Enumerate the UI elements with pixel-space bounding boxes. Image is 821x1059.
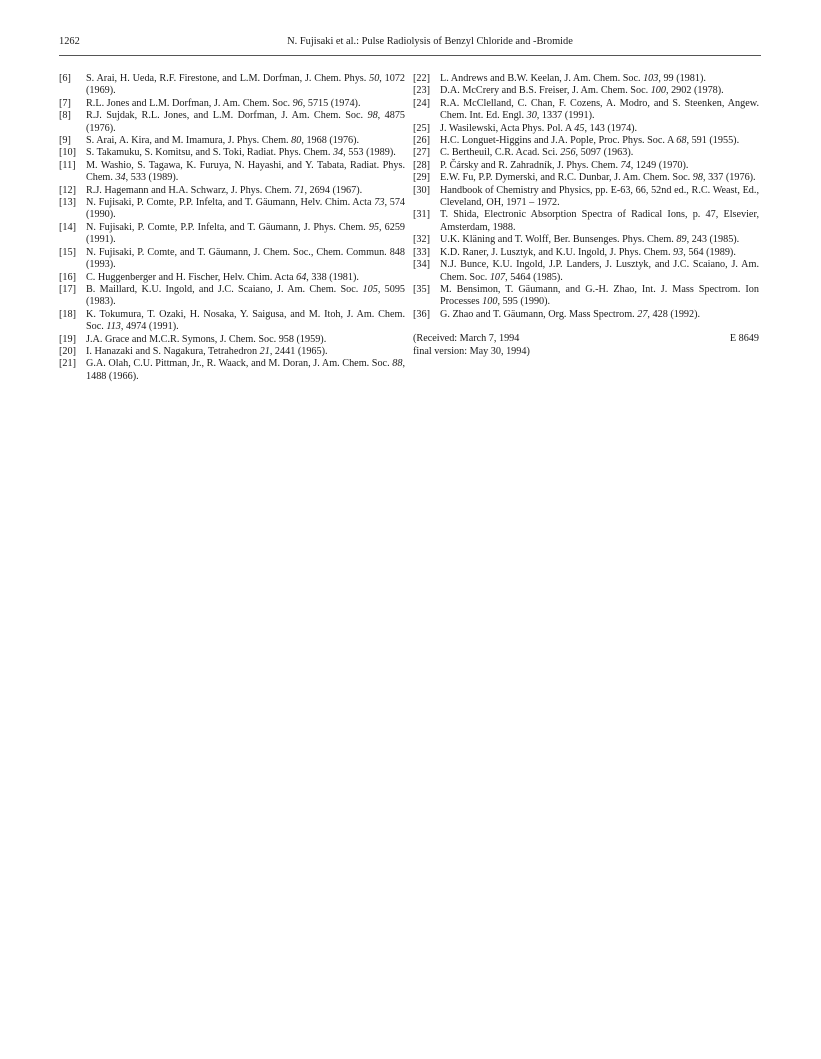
reference-item: [59, 185, 405, 197]
reference-item: [413, 172, 759, 184]
received-date: (Received: March 7, 1994: [413, 333, 520, 345]
reference-item: [59, 309, 405, 334]
reference-number: [10]: [59, 147, 76, 159]
reference-text: , 5095 (1983).: [86, 283, 406, 308]
reference-item: [59, 135, 405, 147]
reference-item: [413, 73, 759, 85]
reference-volume: 80: [291, 135, 302, 147]
reference-volume: 107: [489, 271, 506, 283]
reference-text: G. Zhao and T. Gäumann, Org. Mass Spectrom.: [440, 308, 638, 320]
reference-text: N. Fujisaki, P. Comte, and T. Gäumann, J. Chem. Soc., Chem. Commun. 848 (1993).: [86, 246, 405, 271]
reference-text: , 4875 (1976).: [86, 110, 406, 134]
reference-text: , 1249 (1970).: [630, 159, 689, 171]
reference-volume: 105: [362, 283, 378, 295]
reference-text: , 143 (1974).: [584, 122, 638, 134]
reference-text: , 1968 (1976).: [301, 135, 360, 147]
reference-number: [31]: [413, 209, 430, 221]
reference-text: E.W. Fu, P.P. Dymerski, and R.C. Dunbar, J. Am. Chem. Soc.: [440, 172, 693, 184]
reference-text: , 2694 (1967).: [304, 184, 363, 196]
reference-item: [413, 135, 759, 147]
reference-volume: 30: [526, 110, 537, 122]
final-version-date: final version: May 30, 1994): [413, 345, 530, 357]
reference-volume: 100: [650, 85, 666, 97]
reference-text: , 338 (1981).: [306, 271, 359, 283]
reference-number: [25]: [413, 122, 430, 134]
reference-text: , 2902 (1978).: [665, 85, 724, 97]
reference-number: [19]: [59, 333, 76, 345]
reference-item: [59, 222, 405, 247]
reference-item: [59, 160, 405, 185]
reference-number: [29]: [413, 172, 430, 184]
reference-text: S. Takamuku, S. Komitsu, and S. Toki, Radiat. Phys. Chem.: [86, 147, 333, 159]
reference-number: [26]: [413, 135, 430, 147]
reference-number: [18]: [59, 308, 76, 320]
reference-text: , 99 (1981).: [658, 73, 706, 84]
reference-item: [413, 247, 759, 259]
reference-text: C. Huggenberger and H. Fischer, Helv. Chim. Acta: [86, 271, 297, 283]
reference-text: I. Hanazaki and S. Nagakura, Tetrahedron: [86, 345, 260, 357]
reference-number: [23]: [413, 85, 430, 97]
reference-item: [59, 334, 405, 346]
reference-text: , 553 (1989).: [343, 147, 396, 159]
reference-text: P. Čársky and R. Zahradník, J. Phys. Chem.: [440, 159, 621, 171]
reference-number: [30]: [413, 184, 430, 196]
reference-number: [15]: [59, 246, 76, 258]
reference-volume: 88: [392, 358, 403, 370]
page-number: 1262: [59, 36, 80, 47]
reference-text: , 5097 (1963).: [575, 147, 634, 159]
reference-text: , 1337 (1991).: [536, 110, 595, 122]
reference-text: J. Wasilewski, Acta Phys. Pol. A: [440, 122, 575, 134]
running-header: [59, 36, 761, 52]
reference-volume: 34: [115, 172, 126, 184]
reference-number: [34]: [413, 259, 430, 271]
reference-number: [32]: [413, 234, 430, 246]
reference-volume: 100: [482, 296, 498, 308]
reference-number: [12]: [59, 184, 76, 196]
reference-number: [14]: [59, 221, 76, 233]
reference-text: G.A. Olah, C.U. Pittman, Jr., R. Waack, and M. Doran, J. Am. Chem. Soc.: [86, 358, 393, 370]
reference-volume: 68: [676, 135, 687, 147]
references-left-column: [59, 73, 405, 383]
reference-text: K.D. Raner, J. Lusztyk, and K.U. Ingold, J. Phys. Chem.: [440, 246, 674, 258]
reference-text: L. Andrews and B.W. Keelan, J. Am. Chem. Soc.: [440, 73, 644, 84]
reference-text: R.L. Jones and L.M. Dorfman, J. Am. Chem. Soc.: [86, 97, 293, 109]
reference-number: [35]: [413, 283, 430, 295]
reference-item: [413, 309, 759, 321]
reference-volume: 74: [620, 159, 631, 171]
reference-number: [33]: [413, 246, 430, 258]
reference-item: [59, 284, 405, 309]
reference-text: , 564 (1989).: [683, 246, 736, 258]
reference-text: , 1072 (1969).: [86, 73, 406, 97]
reference-item: [59, 110, 405, 135]
reference-item: [413, 98, 759, 123]
reference-item: [413, 85, 759, 97]
running-title: N. Fujisaki et al.: Pulse Radiolysis of Benzyl Chloride and -Bromide: [287, 36, 573, 47]
reference-number: [22]: [413, 73, 430, 84]
reference-text: , 574 (1990).: [86, 197, 406, 221]
reference-number: [17]: [59, 283, 76, 295]
reference-text: N. Fujisaki, P. Comte, P.P. Infelta, and T. Gäumann, J. Phys. Chem.: [86, 221, 369, 233]
reference-text: R.J. Hagemann and H.A. Schwarz, J. Phys. Chem.: [86, 184, 295, 196]
reference-item: [59, 147, 405, 159]
reference-text: K. Tokumura, T. Ozaki, H. Nosaka, Y. Saigusa, and M. Itoh, J. Am. Chem. Soc.: [86, 308, 405, 333]
reference-text: , 5715 (1974).: [302, 97, 361, 109]
reference-number: [36]: [413, 308, 430, 320]
reference-volume: 98: [692, 172, 703, 184]
reference-item: [413, 185, 759, 210]
reference-text: M. Washio, S. Tagawa, K. Furuya, N. Hayashi, and Y. Tabata, Radiat. Phys. Chem.: [86, 159, 405, 184]
reference-volume: 64: [296, 271, 307, 283]
reference-text: B. Maillard, K.U. Ingold, and J.C. Scaiano, J. Am. Chem. Soc.: [86, 283, 363, 295]
reference-number: [7]: [59, 97, 71, 109]
reference-text: , 243 (1985).: [686, 234, 740, 246]
reference-text: , 5464 (1985).: [505, 271, 563, 283]
reference-volume: 73: [374, 197, 385, 209]
reference-text: Handbook of Chemistry and Physics, pp. E-63, 66, 52nd ed., R.C. Weast, Ed., Cleveland, OH, 1971 – 1972.: [440, 184, 759, 209]
manuscript-code: E 8649: [729, 333, 759, 345]
reference-number: [28]: [413, 159, 430, 171]
reference-volume: 50: [369, 73, 380, 84]
references-right-list: [413, 73, 759, 321]
reference-number: [20]: [59, 345, 76, 357]
header-rule: [59, 55, 761, 56]
reference-volume: 113: [106, 321, 121, 333]
reference-item: [413, 284, 759, 309]
reference-text: , 6259 (1991).: [86, 221, 406, 246]
reference-volume: 21: [259, 345, 270, 357]
reference-text: U.K. Kläning and T. Wolff, Ber. Bunsenges. Phys. Chem.: [440, 234, 677, 246]
reference-volume: 71: [294, 184, 305, 196]
received-note: [413, 333, 759, 358]
reference-text: N. Fujisaki, P. Comte, P.P. Infelta, and T. Gäumann, Helv. Chim. Acta: [86, 197, 375, 209]
reference-number: [8]: [59, 110, 71, 122]
reference-item: [59, 98, 405, 110]
reference-item: [59, 247, 405, 272]
reference-item: [413, 209, 759, 234]
reference-number: [9]: [59, 135, 71, 147]
reference-text: , 591 (1955).: [686, 135, 740, 147]
reference-volume: 96: [292, 97, 303, 109]
reference-text: J.A. Grace and M.C.R. Symons, J. Chem. Soc. 958 (1959).: [86, 333, 327, 345]
reference-text: , 337 (1976).: [702, 172, 756, 184]
reference-item: [59, 272, 405, 284]
reference-item: [413, 234, 759, 246]
reference-number: [11]: [59, 159, 76, 171]
reference-text: , 4974 (1991).: [120, 321, 179, 333]
reference-item: [59, 346, 405, 358]
reference-volume: 103: [643, 73, 659, 84]
reference-item: [413, 147, 759, 159]
reference-item: [413, 160, 759, 172]
reference-text: N.J. Bunce, K.U. Ingold, J.P. Landers, J. Lusztyk, and J.C. Scaiano, J. Am. Chem. Soc.: [440, 259, 759, 283]
reference-text: D.A. McCrery and B.S. Freiser, J. Am. Chem. Soc.: [440, 85, 651, 97]
reference-text: R.J. Sujdak, R.L. Jones, and L.M. Dorfman, J. Am. Chem. Soc.: [86, 110, 368, 122]
reference-text: , 595 (1990).: [497, 296, 551, 308]
references-right-column: [413, 73, 759, 358]
reference-number: [24]: [413, 97, 430, 109]
reference-text: , 533 (1989).: [125, 172, 179, 184]
reference-volume: 45: [574, 122, 585, 134]
reference-text: H.C. Longuet-Higgins and J.A. Pople, Proc. Phys. Soc. A: [440, 135, 677, 147]
reference-number: [16]: [59, 271, 76, 283]
reference-number: [13]: [59, 197, 76, 209]
reference-volume: 93: [673, 246, 684, 258]
reference-text: S. Arai, H. Ueda, R.F. Firestone, and L.M. Dorfman, J. Chem. Phys.: [86, 73, 370, 84]
reference-item: [59, 358, 405, 383]
reference-text: R.A. McClelland, C. Chan, F. Cozens, A. Modro, and S. Steenken, Angew. Chem. Int. Ed. Engl.: [440, 97, 759, 122]
reference-item: [413, 123, 759, 135]
reference-item: [59, 73, 405, 98]
reference-text: C. Bertheuil, C.R. Acad. Sci.: [440, 147, 561, 159]
reference-volume: 256: [560, 147, 576, 159]
reference-number: [27]: [413, 147, 430, 159]
reference-text: S. Arai, A. Kira, and M. Imamura, J. Phys. Chem.: [86, 135, 292, 147]
reference-volume: 98: [367, 110, 378, 122]
reference-text: T. Shida, Electronic Absorption Spectra of Radical Ions, p. 47, Elsevier, Amsterdam, 1988.: [440, 209, 759, 233]
reference-number: [21]: [59, 358, 76, 370]
reference-text: , 2441 (1965).: [269, 345, 328, 357]
reference-volume: 89: [676, 234, 687, 246]
reference-text: , 428 (1992).: [647, 308, 701, 320]
reference-number: [6]: [59, 73, 71, 84]
reference-item: [59, 197, 405, 222]
reference-volume: 34: [332, 147, 344, 159]
reference-text: , 1488 (1966).: [86, 358, 405, 382]
reference-item: [413, 259, 759, 284]
reference-volume: 27: [637, 308, 648, 320]
reference-text: M. Bensimon, T. Gäumann, and G.-H. Zhao, Int. J. Mass Spectrom. Ion Processes: [440, 283, 759, 308]
reference-volume: 95: [368, 221, 379, 233]
